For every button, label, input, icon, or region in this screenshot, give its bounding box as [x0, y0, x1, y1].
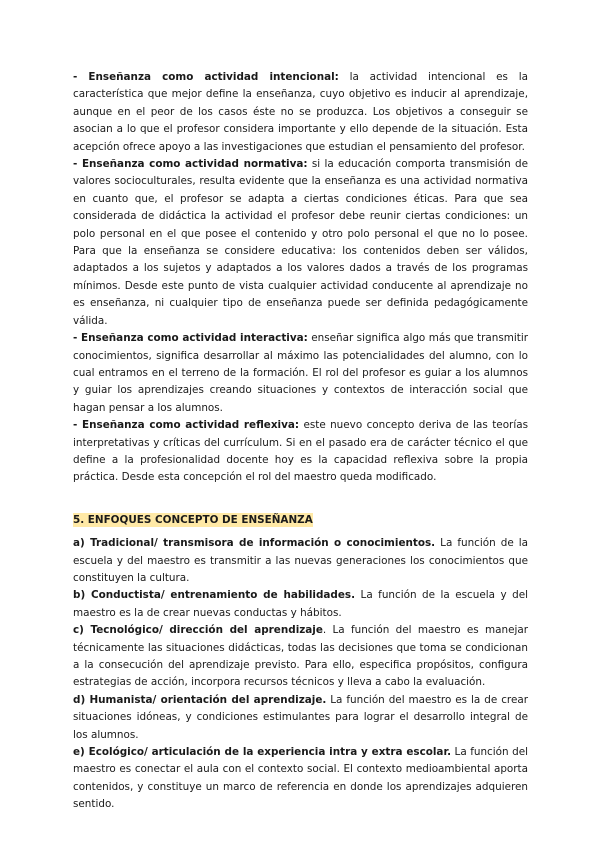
term-reflexiva: - Enseñanza como actividad reflexiva: — [73, 419, 300, 432]
term-humanista: d) Humanista/ orientación del aprendizaje. — [73, 693, 327, 706]
paragraph-reflexiva — [73, 417, 528, 487]
paragraph-normativa — [73, 156, 528, 330]
paragraph-conductista — [73, 587, 528, 622]
term-normativa: - Enseñanza como actividad normativa: — [73, 158, 308, 171]
section-heading-text: 5. ENFOQUES CONCEPTO DE ENSEÑANZA — [73, 513, 313, 526]
text-intencional: la actividad intencional es la característica que mejor define la enseñanza, cuyo objetivo es inducir al aprendizaje, aunque en el peor de los casos éste no se produzca. Los objetivos a conseguir se asocian a lo que el profesor considera importante y ello depende de la situación. Esta acepción ofrece apoyo a las investigaciones que estudian el pensamiento del profesor. — [73, 71, 528, 153]
text-tradicional: La función de la escuela y del maestro es transmitir a las nuevas generaciones los conocimientos que constituyen la cultura. — [73, 537, 528, 584]
term-ecologico: e) Ecológico/ articulación de la experiencia intra y extra escolar. — [73, 746, 452, 759]
paragraph-intencional — [73, 69, 528, 156]
term-intencional: - Enseñanza como actividad intencional: — [73, 71, 339, 83]
text-conductista: La función de la escuela y del maestro es la de crear nuevas conductas y hábitos. — [73, 589, 528, 619]
text-humanista: La función del maestro es la de crear situaciones idóneas, y condiciones estimulantes para lograr el desarrollo integral de los alumnos. — [73, 693, 528, 741]
term-conductista: b) Conductista/ entrenamiento de habilidades. — [73, 589, 356, 602]
text-normativa: si la educación comporta transmisión de valores socioculturales, resulta evidente que la enseñanza es una actividad normativa en cuanto que, el profesor se adapta a ciertas condiciones éticas. Para que sea considerada de didáctica la actividad el profesor debe reunir ciertas condiciones: un polo personal en el que posee el contenido y otro polo personal el que no lo posee. Para que la enseñanza se considere educativa: los contenidos deben ser válidos, adaptados a los sujetos y adaptados a los valores dados a través de los programas mínimos. Desde este punto de vista cualquier actividad conducente al aprendizaje no es enseñanza, ni cualquier tipo de enseñanza puede ser definida pedagógicamente válida. — [73, 158, 528, 327]
text-tecnologico: . La función del maestro es manejar técnicamente las situaciones didácticas, todas las decisiones que toma se condicionan a la consecución del aprendizaje previsto. Para ello, especifica propósitos, configura estrategias de acción, incorpora recursos técnicos y lleva a cabo la evaluación. — [73, 624, 528, 689]
term-tradicional: a) Tradicional/ transmisora de información o conocimientos. — [73, 537, 436, 550]
paragraph-humanista — [73, 692, 528, 744]
paragraph-tecnologico — [73, 622, 528, 692]
text-interactiva: enseñar significa algo más que transmitir conocimientos, significa desarrollar al máximo las potencialidades del alumno, con lo cual entramos en el terreno de la formación. El rol del profesor es guiar a los alumnos y guiar los aprendizajes creando situaciones y contextos de interacción social que hagan pensar a los alumnos. — [73, 332, 528, 414]
paragraph-ecologico — [73, 744, 528, 814]
term-interactiva: - Enseñanza como actividad interactiva: — [73, 332, 308, 345]
term-tecnologico: c) Tecnológico/ dirección del aprendizaje — [73, 624, 323, 637]
text-reflexiva: este nuevo concepto deriva de las teorías interpretativas y críticas del currículum. Si en el pasado era de carácter técnico el que define a la profesionalidad docente hoy es la capacidad reflexiva sobre la propia práctica. Desde esta concepción el rol del maestro queda modificado. — [73, 419, 528, 484]
paragraph-tradicional — [73, 535, 528, 587]
paragraph-interactiva — [73, 330, 528, 417]
text-ecologico: La función del maestro es conectar el aula con el contexto social. El contexto medioambiental aporta contenidos, y constituye un marco de referencia en donde los aprendizajes adquieren sentido. — [73, 746, 528, 811]
section-heading — [73, 512, 528, 529]
